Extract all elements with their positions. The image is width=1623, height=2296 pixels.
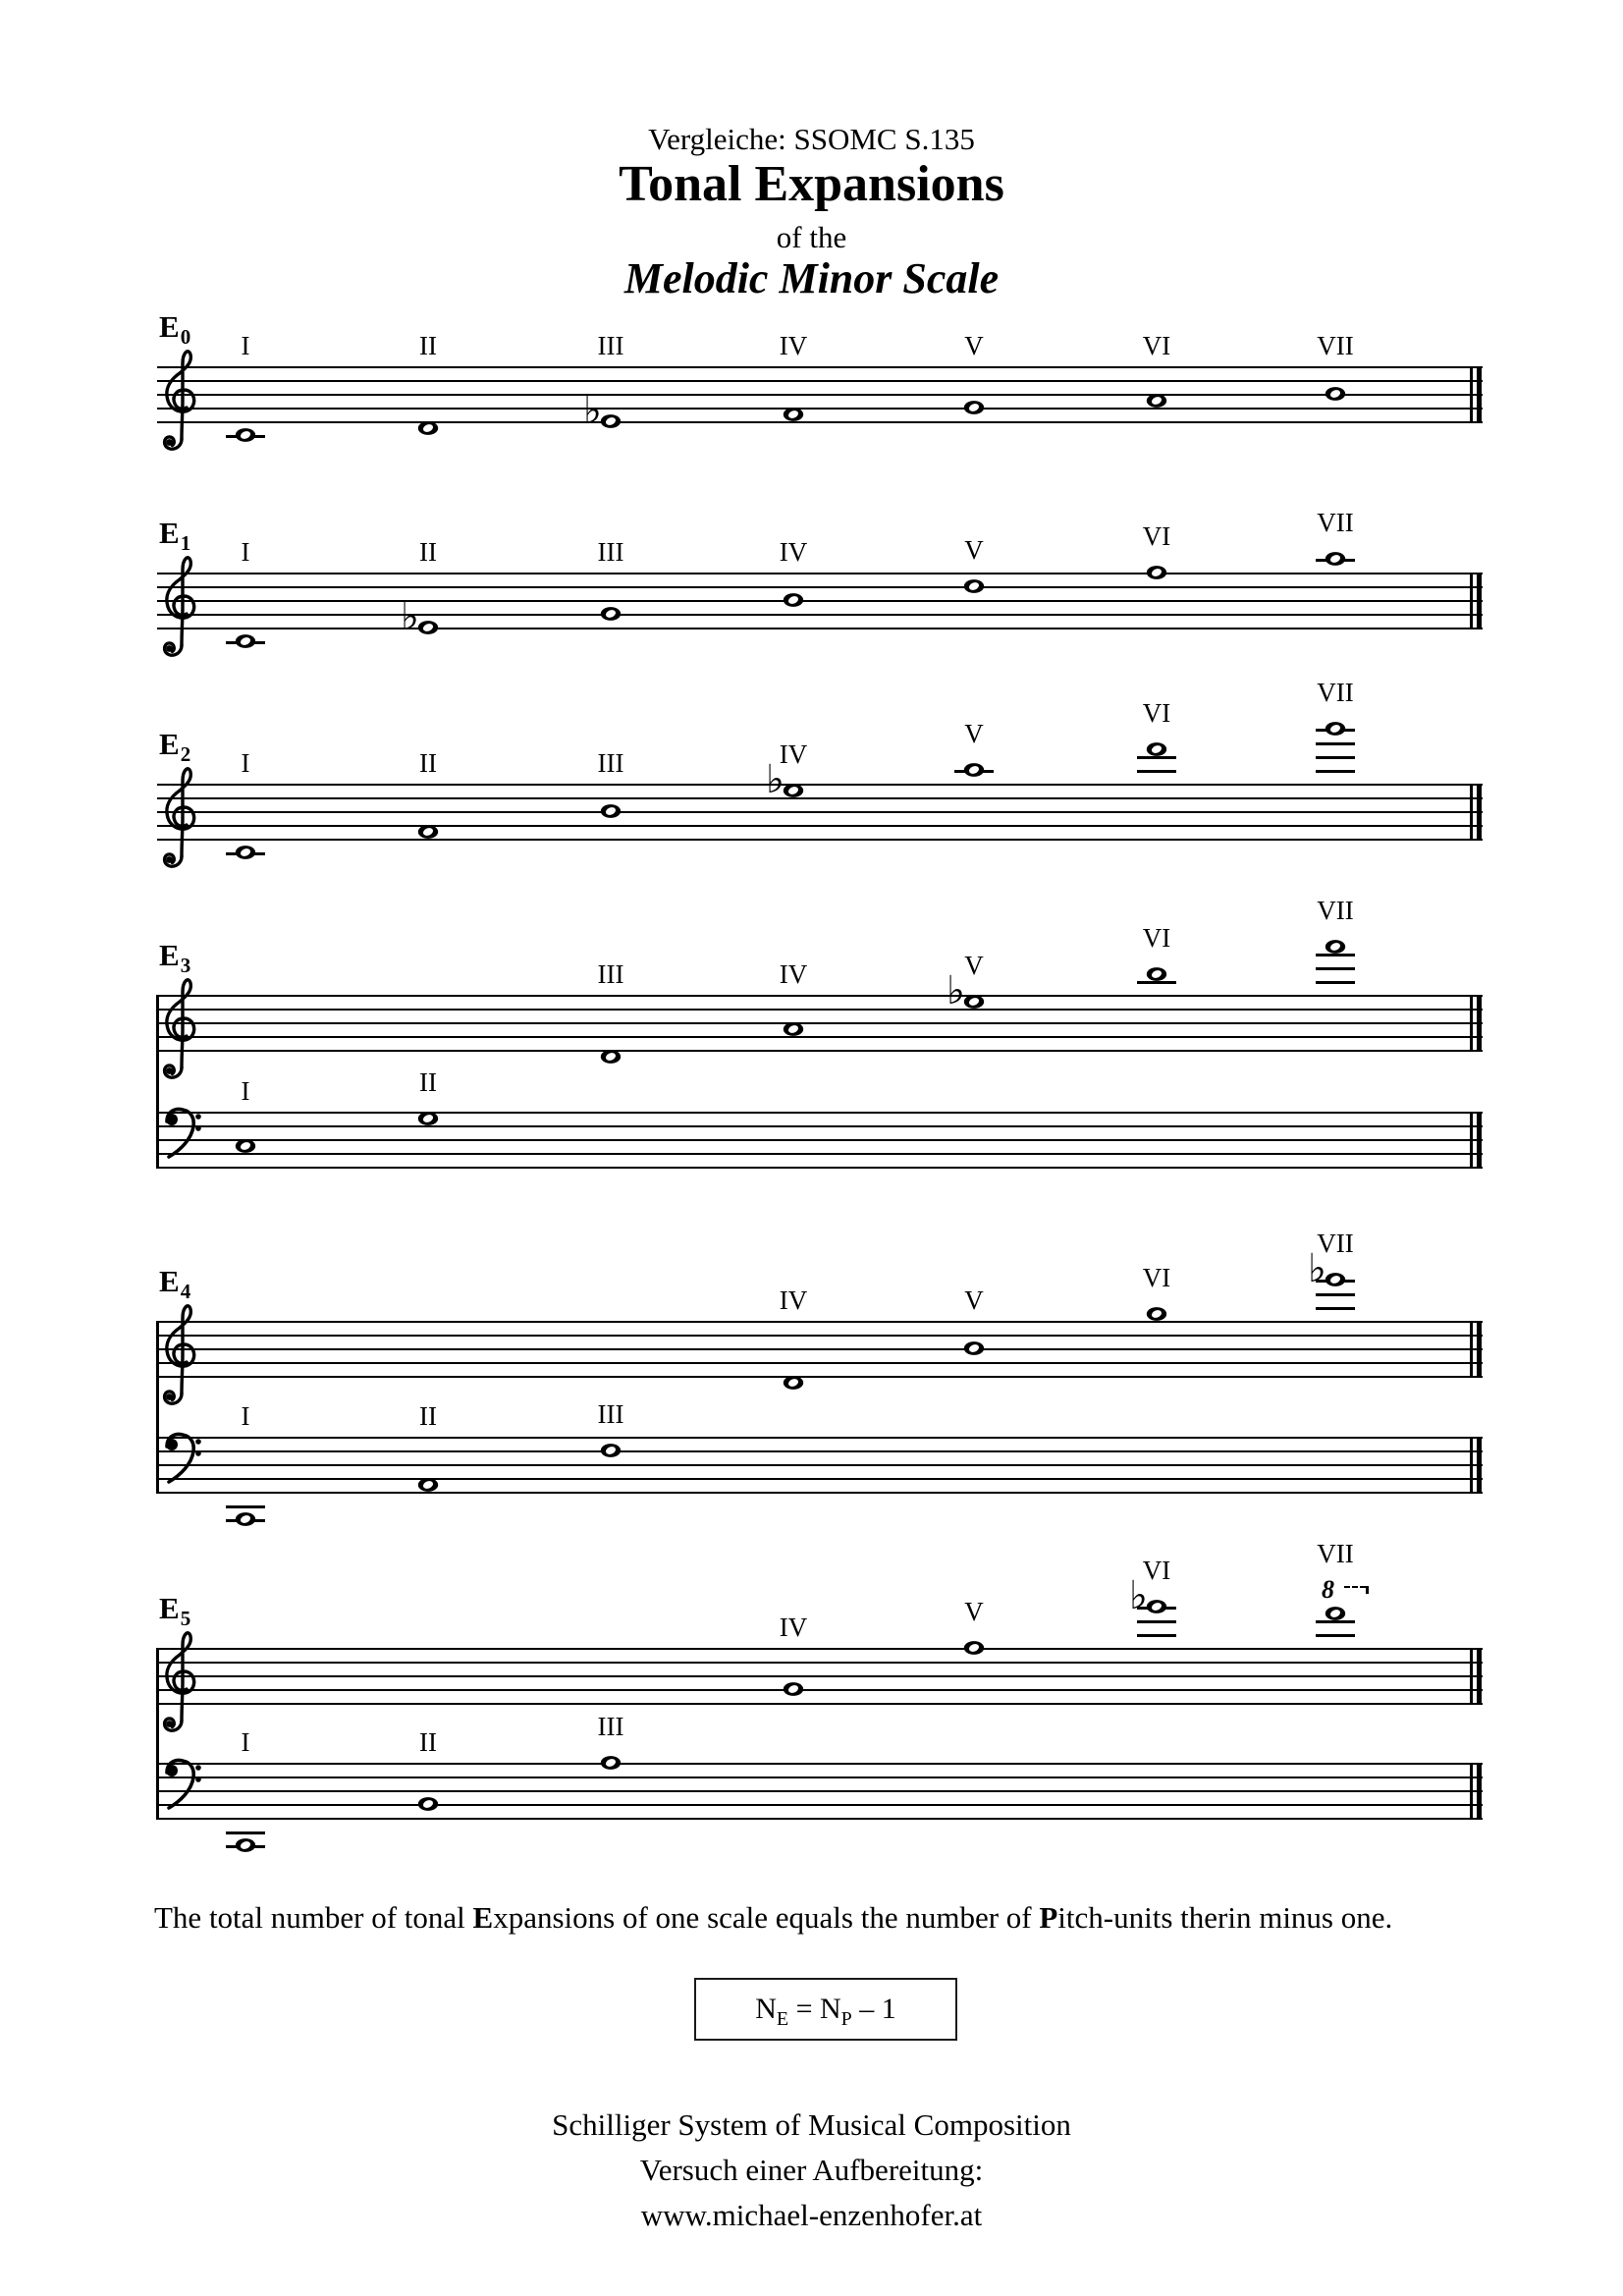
system-label-letter: E	[159, 516, 180, 550]
system-label-letter: E	[159, 727, 180, 761]
staff-line	[157, 1321, 1483, 1323]
staff-line	[157, 1804, 1483, 1806]
final-barline-thick	[1477, 1648, 1482, 1705]
whole-note	[1321, 937, 1350, 957]
whole-note	[231, 1136, 260, 1156]
treble-clef-icon	[155, 546, 200, 660]
system-barline	[156, 1648, 159, 1820]
ledger-line	[1137, 1634, 1176, 1637]
ledger-line	[1316, 981, 1355, 984]
staff-line	[157, 1153, 1483, 1155]
staff-line	[157, 1662, 1483, 1664]
whole-note	[596, 1441, 625, 1460]
roman-numeral: III	[597, 959, 624, 989]
system-label-letter: E	[159, 1264, 180, 1298]
ledger-line	[226, 1505, 265, 1508]
whole-note	[959, 1339, 989, 1358]
whole-note	[959, 398, 989, 417]
whole-note	[231, 631, 260, 651]
whole-note	[1321, 384, 1350, 404]
staff-line	[157, 1777, 1483, 1778]
final-barline-thin	[1470, 1763, 1473, 1820]
body-segment: itch-units therin minus one.	[1057, 1900, 1393, 1935]
system-label-subscript: 3	[180, 954, 191, 977]
staff-line	[157, 614, 1483, 616]
staff-line	[157, 421, 1483, 423]
system-barline	[156, 1321, 159, 1494]
staff-line	[157, 1009, 1483, 1011]
scale-title: Melodic Minor Scale	[623, 254, 1000, 302]
final-barline-thin	[1470, 1437, 1473, 1494]
roman-numeral: V	[964, 535, 984, 565]
roman-numeral: IV	[779, 959, 808, 989]
page-title: Tonal Expansions	[619, 156, 1004, 212]
system-barline	[156, 995, 159, 1169]
treble-clef-icon	[155, 968, 200, 1082]
staff-line	[157, 1112, 1483, 1114]
ottava-icon: 8	[1322, 1575, 1334, 1604]
footer-line-2: Versuch einer Aufbereitung:	[639, 2153, 984, 2187]
flat-icon: ♭	[583, 388, 602, 433]
final-barline-thin	[1470, 366, 1473, 423]
system-label-subscript: 2	[180, 742, 191, 766]
roman-numeral: IV	[779, 1285, 808, 1315]
whole-note	[413, 1109, 443, 1128]
ledger-line	[1137, 770, 1176, 773]
treble-clef-icon	[155, 1294, 200, 1408]
staff-line	[157, 380, 1483, 382]
roman-numeral: VII	[1317, 1229, 1354, 1258]
roman-numeral: IV	[779, 537, 808, 567]
staff-line	[157, 811, 1483, 813]
whole-note	[1321, 1604, 1350, 1623]
staff-line	[157, 1348, 1483, 1350]
staff-line	[157, 573, 1483, 574]
final-barline-thin	[1470, 784, 1473, 841]
roman-numeral: III	[597, 1399, 624, 1429]
staff-line	[157, 995, 1483, 997]
whole-note	[1321, 719, 1350, 738]
final-barline-thin	[1470, 995, 1473, 1052]
roman-numeral: II	[419, 331, 437, 360]
roman-numeral: VI	[1142, 1263, 1171, 1292]
roman-numeral: II	[419, 1067, 437, 1097]
staff-line	[157, 1450, 1483, 1452]
treble-clef-icon	[155, 1621, 200, 1735]
staff-line	[157, 366, 1483, 368]
ledger-line	[1316, 1307, 1355, 1310]
final-barline-thick	[1477, 573, 1482, 629]
body-segment: xpansions of one scale equals the number of	[493, 1900, 1040, 1935]
staff-line	[157, 1125, 1483, 1127]
flat-icon: ♭	[766, 757, 784, 802]
whole-note	[779, 1019, 808, 1039]
staff-line	[157, 1335, 1483, 1337]
roman-numeral: VII	[1317, 508, 1354, 537]
final-barline-thin	[1470, 573, 1473, 629]
body-text	[154, 1893, 1511, 1942]
roman-numeral: V	[964, 719, 984, 748]
formula-sub-p: P	[840, 2008, 852, 2030]
whole-note	[959, 1638, 989, 1658]
roman-numeral: I	[241, 748, 250, 778]
ledger-line	[1316, 1634, 1355, 1637]
ottava-dash	[1344, 1586, 1366, 1588]
ledger-line	[1316, 770, 1355, 773]
roman-numeral: VI	[1142, 1556, 1171, 1585]
whole-note	[1142, 563, 1171, 582]
final-barline-thick	[1477, 1437, 1482, 1494]
roman-numeral: VII	[1317, 896, 1354, 925]
roman-numeral: IV	[779, 1613, 808, 1642]
staff-line	[157, 797, 1483, 799]
flat-icon: ♭	[947, 968, 965, 1013]
whole-note	[596, 1753, 625, 1773]
whole-note	[231, 843, 260, 862]
roman-numeral: II	[419, 1401, 437, 1431]
whole-note	[413, 1475, 443, 1495]
roman-numeral: I	[241, 1727, 250, 1757]
roman-numeral: III	[597, 537, 624, 567]
whole-note	[413, 1794, 443, 1814]
staff-line	[157, 1675, 1483, 1677]
subtitle: of the	[776, 220, 847, 254]
final-barline-thin	[1470, 1112, 1473, 1169]
whole-note	[779, 590, 808, 610]
formula-sub-e: E	[776, 2008, 789, 2030]
staff-line	[157, 1022, 1483, 1024]
whole-note	[231, 425, 260, 445]
ledger-line	[226, 1831, 265, 1834]
formula-rest: – 1	[851, 1993, 896, 2025]
ledger-line	[1137, 1620, 1176, 1623]
body-bold-p: P	[1039, 1900, 1058, 1935]
formula-box	[694, 1978, 957, 2041]
system-label-subscript: 1	[180, 531, 191, 555]
staff-line	[157, 394, 1483, 396]
staff-line	[157, 1050, 1483, 1052]
system-label-subscript: 4	[180, 1280, 191, 1303]
whole-note	[413, 822, 443, 842]
staff-line	[157, 1376, 1483, 1378]
whole-note	[779, 1679, 808, 1699]
roman-numeral: V	[964, 331, 984, 360]
roman-numeral: I	[241, 1076, 250, 1106]
whole-note	[779, 405, 808, 424]
ledger-line	[1316, 967, 1355, 970]
roman-numeral: V	[964, 1597, 984, 1626]
staff-line	[157, 1492, 1483, 1494]
ledger-line	[1316, 756, 1355, 759]
staff-line	[157, 1689, 1483, 1691]
footer-line-3: www.michael-enzenhofer.at	[640, 2198, 983, 2232]
system-label-subscript: 0	[180, 325, 191, 349]
whole-note	[596, 604, 625, 624]
roman-numeral: VII	[1317, 331, 1354, 360]
staff-line	[157, 1362, 1483, 1364]
roman-numeral: I	[241, 331, 250, 360]
whole-note	[1142, 391, 1171, 410]
system-label-letter: E	[159, 938, 180, 972]
staff-line	[157, 1818, 1483, 1820]
staff-line	[157, 628, 1483, 629]
ledger-line	[1316, 1293, 1355, 1296]
whole-note	[413, 418, 443, 438]
footer-line-1: Schilliger System of Musical Composition	[552, 2107, 1071, 2142]
whole-note	[1321, 549, 1350, 569]
whole-note	[779, 1373, 808, 1393]
staff-line	[157, 586, 1483, 588]
staff-line	[157, 825, 1483, 827]
roman-numeral: II	[419, 1727, 437, 1757]
staff-line	[157, 1648, 1483, 1650]
roman-numeral: VI	[1142, 923, 1171, 953]
flat-icon: ♭	[401, 594, 419, 639]
staff-line	[157, 1763, 1483, 1765]
bass-clef-icon	[161, 1431, 202, 1492]
staff-line	[157, 1167, 1483, 1169]
whole-note	[596, 1047, 625, 1066]
final-barline-thick	[1477, 1321, 1482, 1378]
final-barline-thick	[1477, 1763, 1482, 1820]
final-barline-thick	[1477, 784, 1482, 841]
staff-line	[157, 784, 1483, 786]
staff-line	[157, 408, 1483, 410]
formula-n: N	[755, 1993, 777, 2025]
staff-line	[157, 839, 1483, 841]
flat-icon: ♭	[1308, 1246, 1326, 1291]
roman-numeral: II	[419, 537, 437, 567]
roman-numeral: V	[964, 951, 984, 980]
roman-numeral: VII	[1317, 678, 1354, 707]
whole-note	[959, 576, 989, 596]
treble-clef-icon	[155, 340, 200, 454]
roman-numeral: VII	[1317, 1539, 1354, 1568]
roman-numeral: IV	[779, 331, 808, 360]
staff-line	[157, 1703, 1483, 1705]
treble-clef-icon	[155, 757, 200, 871]
roman-numeral: III	[597, 331, 624, 360]
staff-line	[157, 1464, 1483, 1466]
staff-line	[157, 1790, 1483, 1792]
formula-n: N	[820, 1993, 841, 2025]
roman-numeral: III	[597, 1712, 624, 1741]
roman-numeral: I	[241, 1401, 250, 1431]
whole-note	[231, 1509, 260, 1529]
roman-numeral: VI	[1142, 331, 1171, 360]
whole-note	[959, 760, 989, 780]
flat-icon: ♭	[1129, 1573, 1148, 1618]
whole-note	[1142, 964, 1171, 984]
bass-clef-icon	[161, 1757, 202, 1818]
body-segment: The total number of tonal	[154, 1900, 473, 1935]
staff-line	[157, 1036, 1483, 1038]
formula-equals: =	[788, 1993, 820, 2025]
final-barline-thick	[1477, 1112, 1482, 1169]
system-label-letter: E	[159, 309, 180, 344]
final-barline-thick	[1477, 366, 1482, 423]
roman-numeral: VI	[1142, 698, 1171, 728]
final-barline-thin	[1470, 1321, 1473, 1378]
final-barline-thick	[1477, 995, 1482, 1052]
system-label-subscript: 5	[180, 1607, 191, 1630]
ottava-hook	[1366, 1586, 1369, 1594]
bass-clef-icon	[161, 1106, 202, 1167]
roman-numeral: III	[597, 748, 624, 778]
pretitle: Vergleiche: SSOMC S.135	[648, 122, 975, 156]
staff-line	[157, 1478, 1483, 1480]
staff-line	[157, 600, 1483, 602]
staff-line	[157, 1139, 1483, 1141]
staff-line	[157, 1437, 1483, 1439]
final-barline-thin	[1470, 1648, 1473, 1705]
roman-numeral: IV	[779, 739, 808, 769]
whole-note	[231, 1835, 260, 1855]
whole-note	[1142, 739, 1171, 759]
whole-note	[596, 801, 625, 821]
whole-note	[1142, 1304, 1171, 1324]
system-label-letter: E	[159, 1591, 180, 1625]
roman-numeral: V	[964, 1285, 984, 1315]
body-bold-e: E	[472, 1900, 494, 1935]
roman-numeral: VI	[1142, 521, 1171, 551]
roman-numeral: II	[419, 748, 437, 778]
roman-numeral: I	[241, 537, 250, 567]
ledger-line	[1316, 742, 1355, 745]
